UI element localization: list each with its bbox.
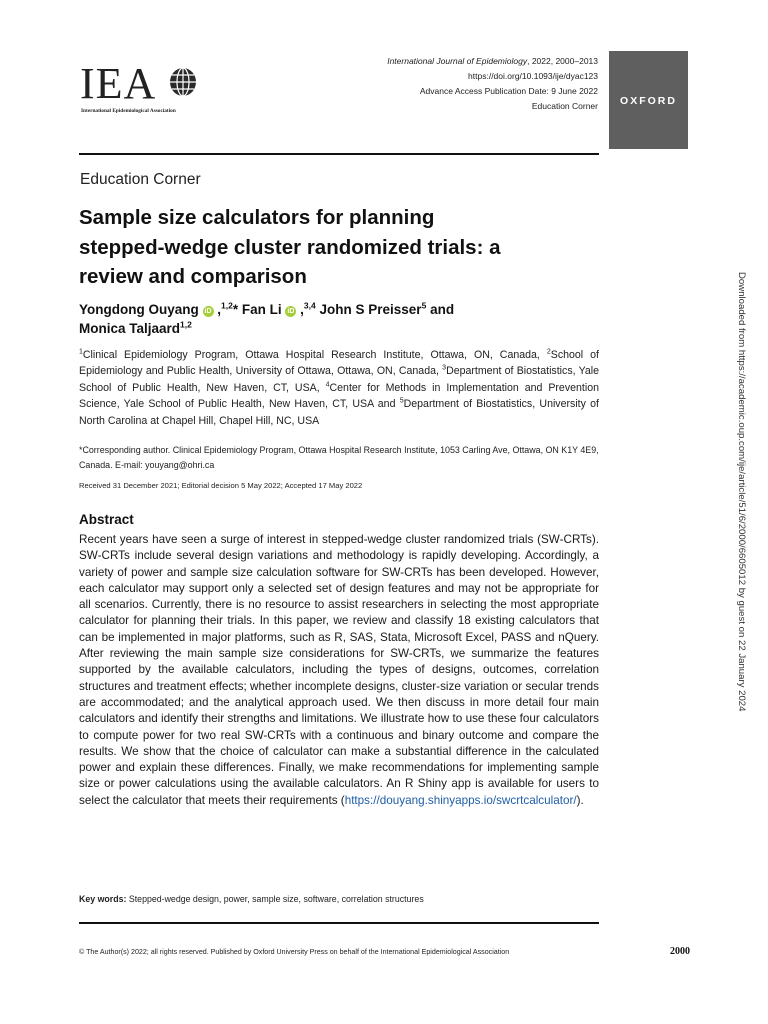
- oxford-wordmark: OXFORD: [620, 95, 677, 107]
- author-name: Monica Taljaard: [79, 321, 181, 336]
- abstract-heading: Abstract: [79, 512, 134, 527]
- download-sidebar: [735, 272, 747, 772]
- author-affil-sup: 3,4: [303, 300, 316, 311]
- affil-number: 2: [546, 348, 551, 356]
- oxford-logo: [609, 51, 688, 149]
- copyright-footer: © The Author(s) 2022; all rights reserved. Published by Oxford University Press on behalf of the International Epidemiological Association: [79, 948, 510, 956]
- logo-subtitle: International Epidemiological Association: [81, 108, 176, 114]
- abstract-text: Recent years have seen a surge of interest in stepped-wedge cluster randomized trials (SW-CRTs). SW-CRTs include several design variations and methodology is rapidly developing. Accordingly, a variety of power and sample size calculation software for SW-CRTs has been developed. However, each calculator may support only a selected set of design features and may not be appropriate for all scenarios. Currently, there is no resource to assist researchers in selecting the most appropriate calculator for planning their trials. In this paper, we review and classify 18 existing calculators that can be implemented in major platforms, such as R, SAS, Stata, Microsoft Excel, PASS and nQuery. After reviewing the main sample size considerations for SW-CRTs, we summarize the features supported by the available calculators, including the types of designs, outcomes, correlation structures and treatment effects; whether incomplete designs, cluster-size variation or secular trends are accommodated; and the analytical approach used. We then discuss in more detail four main calculators and identify their strengths and limitations. We illustrate how to use these four calculators to compute power for two real SW-CRTs with a continuous and binary outcome and compare the results. We show that the choice of calculator can make a substantial difference in the calculated power and explain these differences. Finally, we make recommendations for implementing sample size or power calculations using the available calculators. An R Shiny app is available for users to select the calculator that meets their requirements (: [79, 533, 599, 807]
- author-name: Fan Li: [241, 302, 282, 317]
- journal-meta: [258, 54, 598, 114]
- abstract-end: ).: [576, 793, 584, 807]
- keywords-label: Key words:: [79, 894, 127, 904]
- keywords-list: Stepped-wedge design, power, sample size, software, correlation structures: [126, 894, 424, 904]
- download-note: Downloaded from https://academic.oup.com/ije/article/51/6/2000/6605012 by guest on 22 January 2024: [736, 272, 747, 712]
- corresponding-author: *Corresponding author. Clinical Epidemiology Program, Ottawa Hospital Research Institute, 1053 Carling Ave, Ottawa, ON K1Y 4E9, Canada. E-mail: youyang@ohri.ca: [79, 445, 599, 470]
- affil-text: Department of Biostatistics, University of North Carolina at Chapel Hill, Chapel Hill, NC, USA: [79, 398, 599, 427]
- header-rule: [79, 153, 599, 155]
- author-name: John S Preisser: [319, 302, 422, 317]
- logo-wordmark: IEA: [80, 59, 157, 108]
- journal-volume: , 2022, 2000–2013: [527, 56, 598, 66]
- article-title: Sample size calculators for planning stepped-wedge cluster randomized trials: a review and comparison: [79, 206, 501, 288]
- journal-name: International Journal of Epidemiology: [387, 56, 528, 66]
- author-list: Yongdong Ouyang iD ,$^{1,2}$* Fan Li iD ,$^{3,4}$ John S Preisser$^5$ and Monica Taljaard$^{1,2}$: [79, 300, 455, 336]
- affil-text: Clinical Epidemiology Program, Ottawa Hospital Research Institute, Ottawa, ON, Canada,: [82, 349, 547, 361]
- affil-number: 5: [399, 397, 404, 405]
- affil-number: 1: [79, 348, 83, 356]
- meta-section: Education Corner: [531, 101, 598, 111]
- publication-dates: Received 31 December 2021; Editorial decision 5 May 2022; Accepted 17 May 2022: [79, 481, 363, 490]
- doi-link[interactable]: https://doi.org/10.1093/ije/dyac123: [468, 71, 598, 81]
- affil-text: School of Epidemiology and Public Health, University of Ottawa, Ottawa, ON, Canada,: [79, 349, 599, 378]
- orcid-icon[interactable]: iD: [204, 308, 212, 315]
- author-affil-sup: 5: [421, 300, 427, 311]
- author-affil-sup: 1,2: [180, 319, 192, 330]
- orcid-icon[interactable]: iD: [287, 308, 295, 315]
- abstract-body: [79, 532, 599, 809]
- affil-text: Department of Biostatistics, Yale School of Public Health, New Haven, CT, USA,: [79, 365, 600, 394]
- author-name: Yongdong Ouyang: [79, 302, 199, 317]
- keywords: [79, 894, 599, 904]
- section-label: Education Corner: [80, 171, 201, 188]
- affil-number: 4: [325, 381, 330, 389]
- page-number: 2000: [670, 946, 690, 957]
- affil-text: Center for Methods in Implementation and Prevention Science, Yale School of Public Health, New Haven, CT, USA and: [79, 381, 599, 411]
- author-conjunction: and: [430, 302, 455, 317]
- globe-icon: [168, 66, 198, 98]
- corresponding-mark: *: [232, 302, 239, 317]
- affil-number: 3: [442, 364, 447, 372]
- footer-rule: [79, 922, 599, 924]
- affiliations: [79, 347, 599, 429]
- advance-access-date: Advance Access Publication Date: 9 June 2022: [419, 86, 598, 96]
- iea-logo: [80, 59, 210, 122]
- author-affil-sup: 1,2: [221, 300, 233, 311]
- shiny-app-link[interactable]: https://douyang.shinyapps.io/swcrtcalculator/: [344, 793, 577, 807]
- journal-citation: [258, 54, 598, 69]
